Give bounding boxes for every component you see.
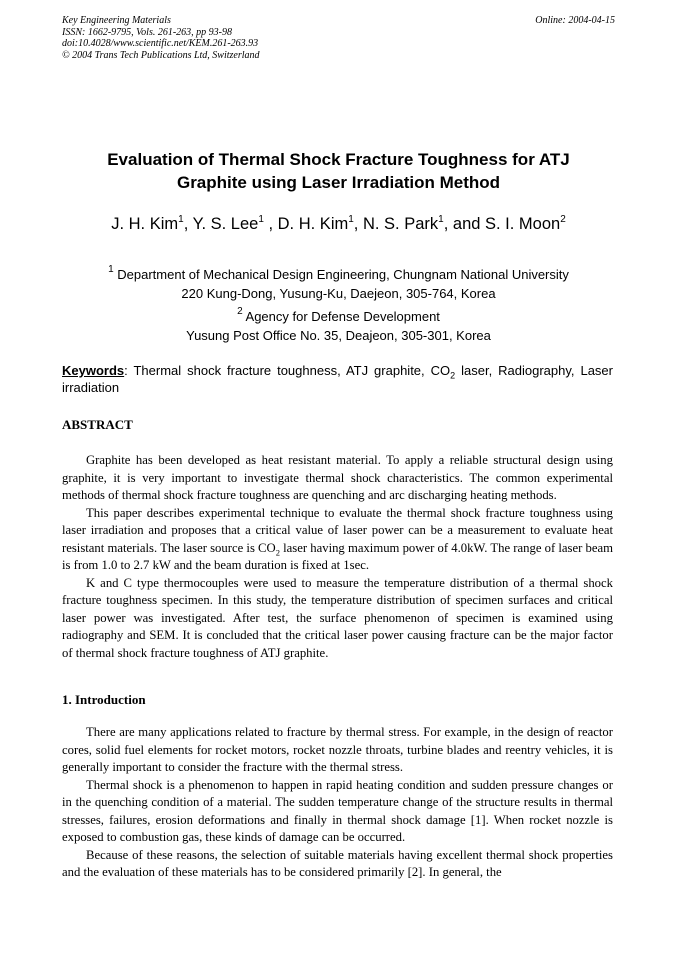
copyright-line: © 2004 Trans Tech Publications Ltd, Switzerland bbox=[62, 49, 260, 61]
abstract-body bbox=[62, 452, 613, 662]
keywords-text: : Thermal shock fracture toughness, ATJ graphite, CO bbox=[124, 363, 451, 378]
introduction-paragraph: Because of these reasons, the selection of suitable materials having excellent thermal shock properties and the evaluation of these materials has to be considered primarily [2]. In general, the bbox=[62, 847, 613, 879]
affiliation-2-line-1: Agency for Defense Development bbox=[242, 309, 440, 324]
affiliation-1-line-1: Department of Mechanical Design Engineering, Chungnam National University bbox=[113, 267, 569, 282]
author-affiliation-mark: 1 bbox=[348, 214, 354, 225]
introduction-paragraph: Thermal shock is a phenomenon to happen in rapid heating condition and sudden pressure changes or in the quenching condition of a material. The sudden temperature change of the structure results in thermal stresses, failures, erosion deformations and finally in thermal shock damage [1]. When rocket nozzle is exposed to combustion gas, these kinds of damage can be occurred. bbox=[62, 777, 613, 844]
abstract-subscript: 2 bbox=[275, 547, 280, 558]
affiliation-mark: 1 bbox=[108, 264, 114, 275]
abstract-paragraph: Graphite has been developed as heat resistant material. To apply a reliable structural design using graphite, it is very important to investigate thermal shock characteristics. The common experimental methods of thermal shock fracture toughness are quenching and arc discharging heating methods. bbox=[62, 453, 613, 502]
author-name: , and S. I. Moon bbox=[443, 215, 561, 233]
title-line-1: Evaluation of Thermal Shock Fracture Toughness for ATJ bbox=[107, 150, 570, 169]
affiliation-2-line-2: Yusung Post Office No. 35, Deajeon, 305-301, Korea bbox=[186, 328, 491, 343]
online-date: Online: 2004-04-15 bbox=[535, 15, 615, 26]
affiliation-1-line-2: 220 Kung-Dong, Yusung-Ku, Daejeon, 305-764, Korea bbox=[181, 286, 496, 301]
journal-name: Key Engineering Materials bbox=[62, 15, 171, 26]
introduction-heading: 1. Introduction bbox=[62, 692, 146, 707]
author-affiliation-mark: 1 bbox=[258, 214, 264, 225]
keywords-subscript: 2 bbox=[450, 370, 456, 381]
keywords-label: Keywords bbox=[62, 363, 125, 378]
author-name: , Y. S. Lee bbox=[183, 215, 259, 233]
author-affiliation-mark: 1 bbox=[178, 214, 184, 225]
keywords-text: laser, Radiography, Laser irradiation bbox=[62, 363, 613, 395]
author-name: , N. S. Park bbox=[353, 215, 439, 233]
paper-title bbox=[62, 148, 615, 194]
abstract-text: This paper describes experimental technique to evaluate the thermal shock fracture toughness using laser irradiation and proposes that a critical value of laser power can be a measurement to evaluate heat resistant materials. The laser source is CO bbox=[62, 505, 613, 555]
affiliation-1 bbox=[62, 265, 615, 303]
abstract-text: laser having maximum power of 4.0kW. The range of laser beam is from 1.0 to 2.7 kW and the beam duration is fixed at 1sec. bbox=[62, 540, 613, 572]
affiliation-2 bbox=[62, 307, 615, 345]
abstract-heading: ABSTRACT bbox=[62, 417, 133, 432]
author-name: , D. H. Kim bbox=[263, 215, 349, 233]
author-affiliation-mark: 1 bbox=[438, 214, 444, 225]
introduction-body bbox=[62, 724, 613, 882]
doi-line: doi:10.4028/www.scientific.net/KEM.261-263.93 bbox=[62, 38, 259, 49]
issn-line: ISSN: 1662-9795, Vols. 261-263, pp 93-98 bbox=[62, 26, 232, 38]
journal-header bbox=[62, 15, 615, 61]
keywords-block bbox=[62, 362, 613, 396]
author-name: J. H. Kim bbox=[111, 215, 179, 233]
author-affiliation-mark: 2 bbox=[560, 214, 566, 225]
author-list bbox=[62, 215, 615, 234]
abstract-paragraph bbox=[62, 505, 613, 575]
abstract-paragraph: K and C type thermocouples were used to measure the temperature distribution of a thermal shock fracture toughness specimen. In this study, the temperature distribution of specimen surfaces and critical laser power was investigated. After test, the surface phenomenon of specimen is examined using radiography and SEM. It is concluded that the critical laser power causing fracture can be the major factor of thermal shock fracture toughness of ATJ graphite. bbox=[62, 575, 613, 660]
title-line-2: Graphite using Laser Irradiation Method bbox=[176, 173, 501, 192]
introduction-paragraph: There are many applications related to fracture by thermal stress. For example, in the design of reactor cores, solid fuel elements for rocket motors, rocket nozzle throats, turbine blades and reentry vehicles, it is generally important to consider the fracture with the thermal stress. bbox=[62, 725, 613, 774]
affiliation-mark: 2 bbox=[237, 306, 243, 317]
